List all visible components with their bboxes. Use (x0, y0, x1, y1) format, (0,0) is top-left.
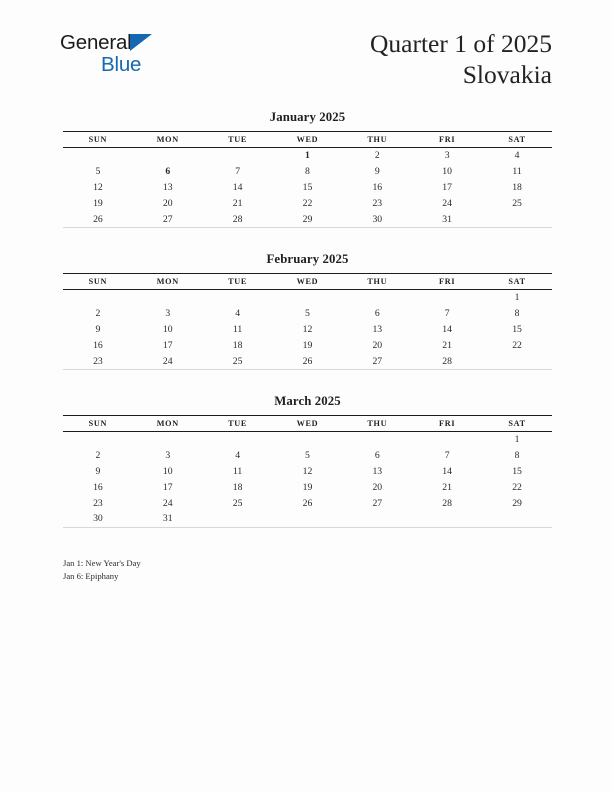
day-cell[interactable]: 8 (514, 450, 520, 462)
day-cell[interactable]: 30 (342, 211, 412, 227)
weekday-header-wed: WED (273, 415, 343, 431)
day-cell[interactable]: 3 (165, 450, 171, 462)
day-cell[interactable]: 13 (372, 323, 383, 335)
day-cell[interactable]: 22 (512, 339, 522, 351)
week-row (63, 211, 552, 227)
day-cell[interactable]: 12 (93, 181, 103, 193)
day-cell[interactable]: 14 (232, 181, 243, 193)
day-cell[interactable]: 3 (444, 150, 450, 162)
weekday-header-tue: TUE (203, 132, 273, 148)
page-title-block (370, 28, 552, 90)
day-cell-empty (203, 431, 273, 447)
day-cell[interactable]: 28 (412, 353, 482, 369)
day-cell[interactable]: 7 (444, 308, 450, 320)
day-cell[interactable]: 13 (162, 181, 173, 193)
day-cell[interactable]: 17 (162, 481, 173, 493)
day-cell[interactable]: 28 (203, 211, 273, 227)
weekday-header-mon: MON (133, 415, 203, 431)
holiday-legend (63, 557, 463, 584)
day-cell[interactable]: 27 (133, 211, 203, 227)
holiday-legend-item: Jan 1: New Year's Day (63, 558, 141, 568)
holiday-legend-item: Jan 6: Epiphany (63, 571, 119, 582)
weekday-header-mon: MON (133, 132, 203, 148)
month-grid-container (63, 110, 552, 552)
day-cell[interactable]: 8 (514, 308, 520, 320)
month-calendar-table (63, 415, 552, 528)
page-subtitle-country: Slovakia (462, 60, 552, 90)
day-cell[interactable]: 27 (342, 353, 412, 369)
day-cell[interactable]: 9 (374, 166, 380, 178)
weekday-header-fri: FRI (412, 273, 482, 289)
day-cell[interactable]: 31 (412, 211, 482, 227)
day-cell-empty (203, 511, 273, 527)
day-cell[interactable]: 9 (95, 465, 101, 477)
logo-text-blue: Blue (101, 53, 142, 76)
day-cell[interactable]: 22 (302, 197, 313, 209)
day-cell[interactable]: 10 (162, 465, 173, 477)
day-cell-empty (133, 289, 203, 305)
weekday-header-mon: MON (133, 273, 203, 289)
day-cell[interactable]: 5 (305, 450, 310, 462)
day-cell-empty (342, 511, 412, 527)
weekday-header-tue: TUE (203, 273, 273, 289)
day-cell[interactable]: 27 (372, 497, 383, 509)
day-cell-empty (273, 289, 343, 305)
day-cell[interactable]: 16 (93, 339, 103, 351)
page-title: Quarter 1 of 2025 (370, 29, 552, 58)
day-cell-empty (63, 148, 133, 164)
day-cell[interactable]: 12 (302, 323, 313, 335)
day-cell[interactable]: 15 (302, 181, 313, 193)
logo-triangle-icon (130, 34, 152, 51)
week-row (63, 306, 552, 322)
weekday-header-thu: THU (342, 132, 412, 148)
week-row (63, 164, 552, 180)
weekday-header-wed: WED (273, 273, 343, 289)
week-row (63, 448, 552, 464)
day-cell[interactable]: 23 (93, 497, 103, 509)
day-cell[interactable]: 17 (442, 181, 452, 193)
day-cell[interactable]: 13 (372, 465, 383, 477)
weekday-header-thu: THU (342, 415, 412, 431)
day-cell[interactable]: 18 (232, 481, 243, 493)
day-cell[interactable]: 11 (232, 465, 243, 477)
day-cell[interactable]: 28 (442, 497, 452, 509)
week-row (63, 289, 552, 305)
day-cell[interactable]: 24 (133, 353, 203, 369)
weekday-header-tue: TUE (203, 415, 273, 431)
day-cell[interactable]: 22 (512, 481, 522, 493)
day-cell[interactable]: 14 (442, 465, 452, 477)
day-cell[interactable]: 10 (442, 166, 452, 178)
day-cell-empty (482, 353, 552, 369)
month-block (63, 252, 552, 370)
day-cell-empty (203, 148, 273, 164)
day-cell[interactable]: 14 (442, 323, 452, 335)
day-cell[interactable]: 23 (63, 353, 133, 369)
day-cell[interactable]: 12 (302, 465, 313, 477)
week-row (63, 353, 552, 369)
week-row (63, 464, 552, 480)
day-cell[interactable]: 17 (162, 339, 173, 351)
day-cell[interactable]: 19 (302, 481, 313, 493)
day-cell[interactable]: 4 (235, 308, 241, 320)
day-cell[interactable]: 2 (95, 450, 101, 462)
weekday-header-row (63, 415, 552, 431)
day-cell[interactable]: 24 (162, 497, 173, 509)
week-row (63, 180, 552, 196)
day-cell[interactable]: 10 (162, 323, 173, 335)
day-cell[interactable]: 19 (93, 197, 103, 209)
weekday-header-thu: THU (342, 273, 412, 289)
day-cell[interactable]: 11 (512, 166, 522, 178)
day-cell-empty (412, 511, 482, 527)
day-cell-empty (273, 511, 343, 527)
day-cell[interactable]: 26 (63, 211, 133, 227)
day-cell[interactable]: 19 (302, 339, 313, 351)
day-cell[interactable]: 24 (442, 197, 452, 209)
day-cell[interactable]: 7 (235, 166, 241, 178)
day-cell[interactable]: 6 (374, 450, 380, 462)
day-cell[interactable]: 31 (133, 511, 203, 527)
weekday-header-sun: SUN (63, 132, 133, 148)
general-blue-logo (60, 33, 240, 87)
day-cell[interactable]: 15 (512, 465, 522, 477)
weekday-header-sun: SUN (63, 273, 133, 289)
week-row (63, 148, 552, 164)
day-cell[interactable]: 8 (305, 166, 310, 178)
day-cell-empty (412, 289, 482, 305)
weekday-header-sat: SAT (482, 415, 552, 431)
day-cell[interactable]: 5 (95, 166, 101, 178)
day-cell-empty (482, 511, 552, 527)
day-cell[interactable]: 29 (273, 211, 343, 227)
weekday-header-sat: SAT (482, 132, 552, 148)
month-block (63, 394, 552, 528)
day-cell-holiday[interactable]: 1 (305, 150, 310, 162)
day-cell[interactable]: 23 (372, 197, 383, 209)
day-cell[interactable]: 20 (162, 197, 173, 209)
month-calendar-table (63, 273, 552, 370)
day-cell[interactable]: 2 (374, 150, 380, 162)
page-header (0, 0, 612, 100)
month-block (63, 110, 552, 228)
day-cell[interactable]: 25 (203, 353, 273, 369)
weekday-header-wed: WED (273, 132, 343, 148)
week-row (63, 431, 552, 447)
month-calendar-table (63, 131, 552, 228)
day-cell[interactable]: 26 (302, 497, 313, 509)
day-cell-empty (342, 431, 412, 447)
day-cell[interactable]: 5 (305, 308, 310, 320)
month-title: January 2025 (269, 110, 346, 124)
week-row (63, 479, 552, 495)
day-cell[interactable]: 7 (444, 450, 450, 462)
day-cell[interactable]: 25 (232, 497, 243, 509)
weekday-header-fri: FRI (412, 132, 482, 148)
day-cell[interactable]: 18 (232, 339, 243, 351)
day-cell[interactable]: 20 (372, 339, 383, 351)
day-cell[interactable]: 30 (63, 511, 133, 527)
day-cell[interactable]: 16 (93, 481, 103, 493)
day-cell[interactable]: 9 (95, 323, 101, 335)
day-cell[interactable]: 20 (372, 481, 383, 493)
day-cell[interactable]: 21 (442, 481, 452, 493)
week-row (63, 337, 552, 353)
week-row (63, 511, 552, 527)
day-cell[interactable]: 16 (372, 181, 383, 193)
day-cell-empty (342, 289, 412, 305)
day-cell[interactable]: 21 (442, 339, 452, 351)
day-cell-empty (63, 289, 133, 305)
day-cell-empty (273, 431, 343, 447)
day-cell[interactable]: 1 (514, 292, 520, 304)
weekday-header-row (63, 273, 552, 289)
week-row (63, 495, 552, 511)
day-cell-empty (133, 148, 203, 164)
day-cell[interactable]: 1 (514, 434, 520, 446)
week-row (63, 195, 552, 211)
month-title: February 2025 (266, 251, 349, 266)
day-cell[interactable]: 18 (512, 181, 522, 193)
day-cell-empty (203, 289, 273, 305)
day-cell[interactable]: 6 (374, 308, 380, 320)
day-cell[interactable]: 21 (232, 197, 243, 209)
weekday-header-sat: SAT (482, 273, 552, 289)
day-cell[interactable]: 2 (95, 308, 101, 320)
logo-text-general: General (60, 31, 132, 54)
day-cell-empty (412, 431, 482, 447)
day-cell[interactable]: 4 (235, 450, 241, 462)
weekday-header-row (63, 132, 552, 148)
day-cell[interactable]: 11 (232, 323, 243, 335)
day-cell-empty (133, 431, 203, 447)
day-cell[interactable]: 3 (165, 308, 171, 320)
month-title: March 2025 (274, 393, 341, 408)
weekday-header-sun: SUN (63, 415, 133, 431)
day-cell-empty (63, 431, 133, 447)
day-cell[interactable]: 29 (512, 497, 522, 509)
day-cell-holiday[interactable]: 6 (165, 166, 171, 178)
day-cell-empty (482, 211, 552, 227)
day-cell[interactable]: 26 (273, 353, 343, 369)
day-cell[interactable]: 4 (514, 150, 520, 162)
weekday-header-fri: FRI (412, 415, 482, 431)
day-cell[interactable]: 25 (512, 197, 522, 209)
week-row (63, 322, 552, 338)
day-cell[interactable]: 15 (512, 323, 522, 335)
